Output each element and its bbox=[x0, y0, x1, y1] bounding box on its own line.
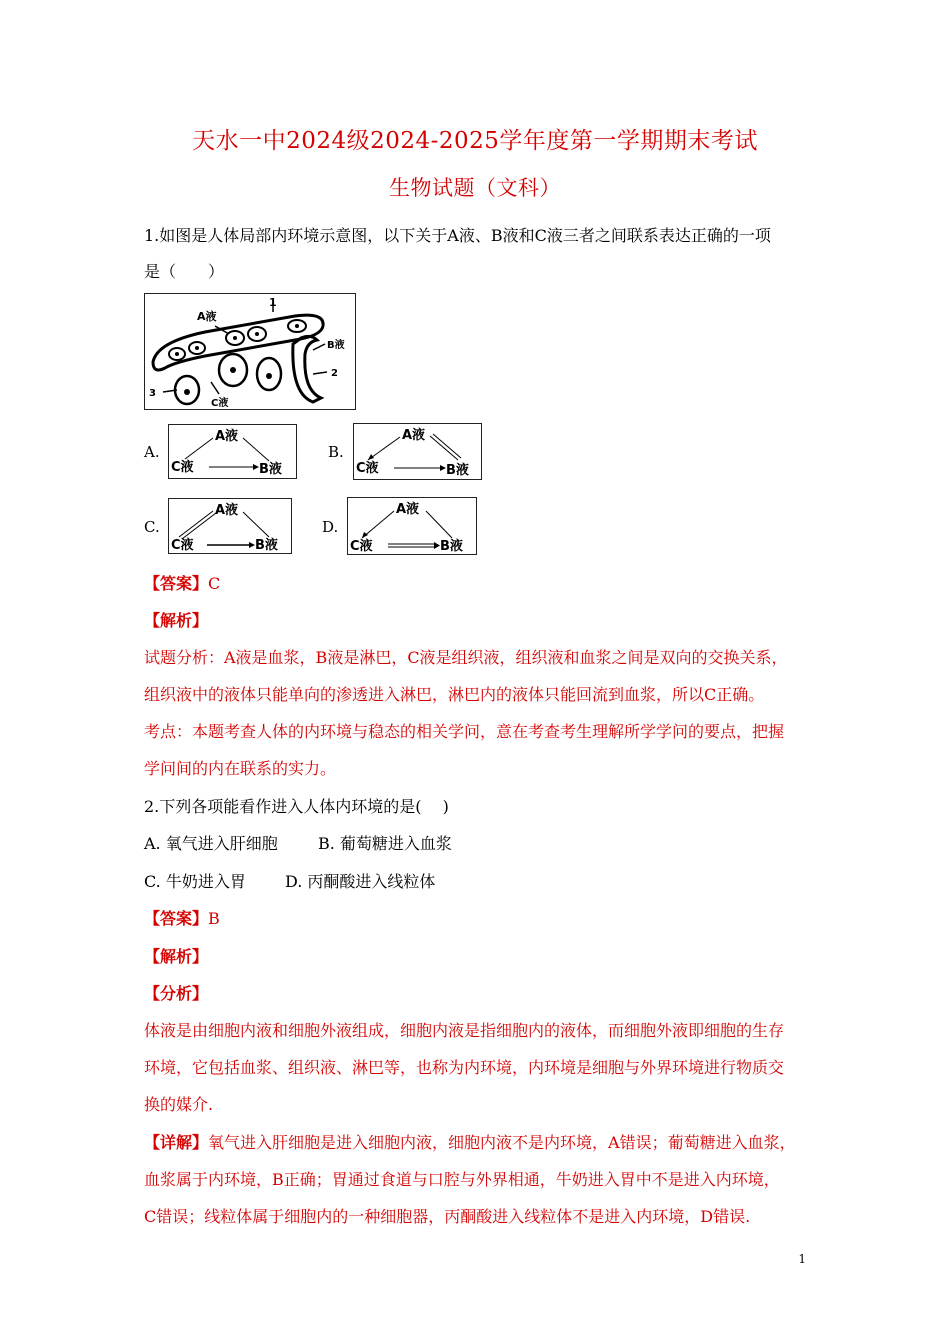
q1-point-line1: 考点：本题考查人体的内环境与稳态的相关学问，意在考查考生理解所学学问的要点，把握 bbox=[144, 722, 785, 741]
node-a: A液 bbox=[215, 503, 239, 518]
capillary-outline bbox=[153, 315, 323, 370]
q2-answer bbox=[144, 909, 220, 929]
answer-value: B bbox=[208, 909, 220, 928]
q2-detail-line1 bbox=[144, 1133, 796, 1153]
q2-detail-line2: 血浆属于内环境，B正确；胃通过食道与口腔与外界相通，牛奶进入胃中不是进入内环境， bbox=[144, 1170, 780, 1189]
q1-option-b-diagram[interactable] bbox=[353, 423, 482, 480]
node-c: C液 bbox=[171, 538, 194, 553]
q1-analysis-line1: 试题分析：A液是血浆，B液是淋巴，C液是组织液，组织液和血浆之间是双向的交换关系， bbox=[144, 648, 788, 667]
node-c: C液 bbox=[171, 460, 194, 475]
node-a: A液 bbox=[215, 429, 239, 444]
figure-label-b: B液 bbox=[327, 340, 345, 351]
page-title: 天水一中2024级2024-2025学年度第一学期期末考试 bbox=[192, 128, 758, 154]
node-c: C液 bbox=[356, 461, 379, 476]
q1-analysis-line2: 组织液中的液体只能单向的渗透进入淋巴，淋巴内的液体只能回流到血浆，所以C正确。 bbox=[144, 685, 765, 704]
q1-figure bbox=[144, 293, 356, 410]
q2-option-b[interactable]: B. 葡萄糖进入血浆 bbox=[318, 834, 452, 853]
figure-label-2: 2 bbox=[331, 368, 338, 379]
q2-option-a[interactable]: A. 氧气进入肝细胞 bbox=[144, 834, 278, 853]
node-a: A液 bbox=[402, 428, 426, 443]
q1-option-c-diagram[interactable] bbox=[168, 498, 292, 554]
q1-stem-line2: 是（ ） bbox=[144, 262, 225, 281]
q2-fenxi-line2: 环境，它包括血浆、组织液、淋巴等，也称为内环境，内环境是细胞与外界环境进行物质交 bbox=[144, 1058, 785, 1077]
q1-stem-line1: 1.如图是人体局部内环境示意图，以下关于A液、B液和C液三者之间联系表达正确的一项 bbox=[144, 226, 771, 245]
figure-label-1: 1 bbox=[269, 296, 277, 309]
q1-option-b-label: B. bbox=[328, 443, 344, 461]
answer-tag: 【答案】 bbox=[144, 574, 209, 593]
node-c: C液 bbox=[350, 539, 373, 554]
detail-text: 氧气进入肝细胞是进入细胞内液，细胞内液不是内环境，A错误；葡萄糖进入血浆， bbox=[208, 1133, 796, 1152]
q1-option-a-label: A. bbox=[144, 443, 160, 461]
node-b: B液 bbox=[255, 538, 278, 553]
page-number: 1 bbox=[798, 1252, 806, 1266]
node-a: A液 bbox=[396, 502, 420, 517]
detail-tag: 【详解】 bbox=[144, 1133, 209, 1152]
q2-stem: 2.下列各项能看作进入人体内环境的是( ) bbox=[144, 797, 449, 816]
q1-option-d-diagram[interactable] bbox=[347, 497, 477, 555]
node-b: B液 bbox=[259, 462, 282, 477]
q1-point-line2: 学问间的内在联系的实力。 bbox=[144, 759, 337, 778]
figure-label-a: A液 bbox=[197, 310, 217, 323]
q2-detail-line3: C错误；线粒体属于细胞内的一种细胞器，丙酮酸进入线粒体不是进入内环境，D错误. bbox=[144, 1207, 751, 1226]
figure-label-c: C液 bbox=[211, 398, 229, 409]
q1-answer bbox=[144, 574, 220, 594]
q1-option-a-diagram[interactable] bbox=[168, 424, 297, 479]
q1-option-c-label: C. bbox=[144, 518, 160, 536]
lymph-vessel bbox=[293, 336, 321, 402]
answer-value: C bbox=[208, 574, 221, 593]
figure-label-3: 3 bbox=[149, 388, 156, 399]
q2-analysis-tag: 【解析】 bbox=[144, 947, 209, 966]
q1-analysis-tag: 【解析】 bbox=[144, 611, 209, 630]
q2-fenxi-line1: 体液是由细胞内液和细胞外液组成，细胞内液是指细胞内的液体，而细胞外液即细胞的生存 bbox=[144, 1021, 785, 1040]
q2-option-d[interactable]: D. 丙酮酸进入线粒体 bbox=[285, 872, 436, 891]
q2-fenxi-line3: 换的媒介. bbox=[144, 1095, 214, 1114]
page-subtitle: 生物试题（文科） bbox=[389, 176, 561, 200]
q2-fenxi-tag: 【分析】 bbox=[144, 984, 209, 1003]
q1-option-d-label: D. bbox=[322, 518, 339, 536]
q2-option-c[interactable]: C. 牛奶进入胃 bbox=[144, 872, 246, 891]
internal-environment-sketch bbox=[145, 294, 355, 409]
node-b: B液 bbox=[440, 539, 463, 554]
node-b: B液 bbox=[446, 463, 469, 478]
answer-tag: 【答案】 bbox=[144, 909, 209, 928]
